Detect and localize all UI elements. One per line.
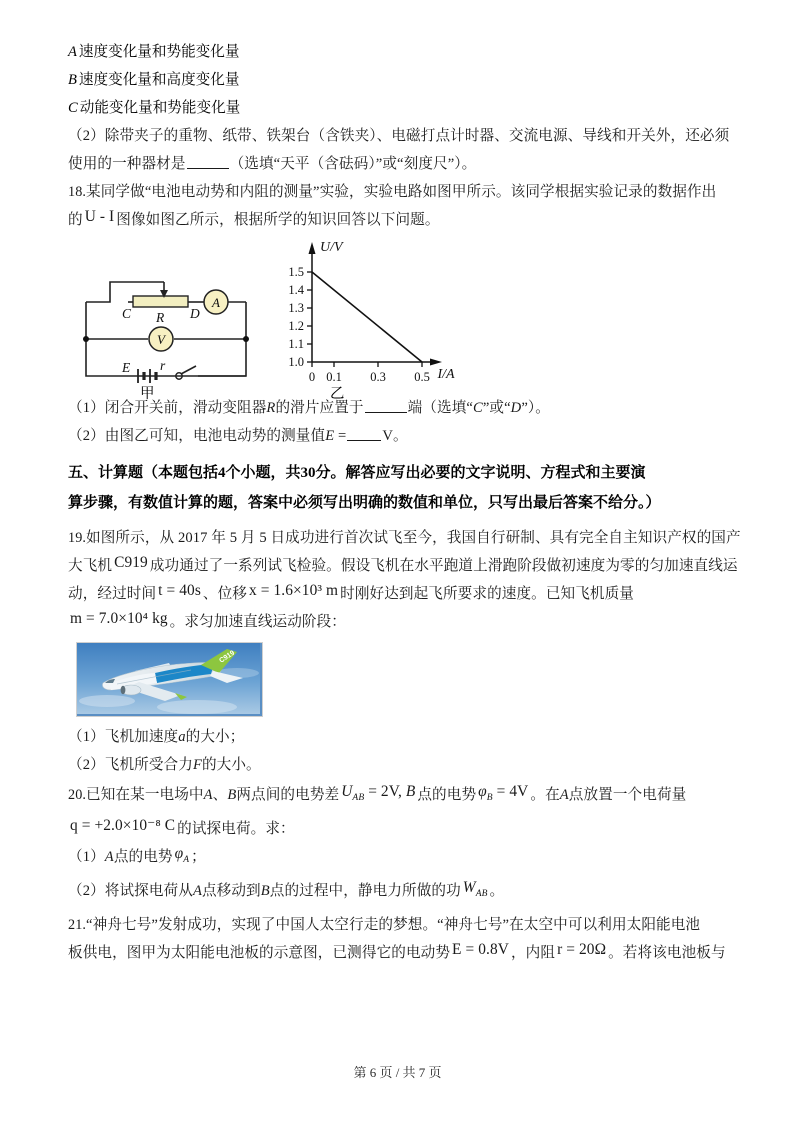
voltmeter-label: V bbox=[157, 332, 165, 347]
q19-sub2-a: （2）飞机所受合力 bbox=[68, 757, 193, 773]
option-row-c bbox=[68, 94, 718, 122]
q19-number: 19. bbox=[68, 530, 87, 546]
junction-dot-right bbox=[243, 336, 249, 342]
q21-emf-value: E = 0.8V bbox=[452, 941, 509, 959]
page-content bbox=[68, 38, 741, 967]
q19-line1 bbox=[68, 524, 741, 552]
option-text-c: 动能变化量和势能变化量 bbox=[79, 100, 241, 116]
q20-phiB-value: = 4V bbox=[496, 783, 529, 800]
q18-line2-text-b: 图像如图乙所示，根据所学的知识回答以下问题。 bbox=[116, 212, 440, 228]
q20-sub1 bbox=[68, 843, 718, 877]
q18-sub1-e: ”）。 bbox=[521, 400, 550, 416]
q20-sub2-B: B bbox=[260, 883, 270, 900]
figure-caption-jia: 甲 bbox=[140, 386, 155, 402]
airplane-c919-text: C919 bbox=[218, 649, 237, 665]
q20-sub1-b: 点的电势 bbox=[113, 849, 173, 866]
q20-line1-sep: 、 bbox=[212, 787, 228, 803]
q20-sub2-c: 点的过程中，静电力所做的功 bbox=[269, 883, 461, 900]
q20-line1-e: 点放置一个电荷量 bbox=[568, 787, 687, 803]
label-D: D bbox=[190, 306, 200, 321]
airplane-engine-intake bbox=[121, 686, 126, 694]
q20-line2 bbox=[68, 815, 718, 843]
option-label-a: A bbox=[68, 44, 77, 60]
ui-graph-svg bbox=[268, 234, 468, 384]
q19-line4 bbox=[68, 608, 718, 636]
answer-blank-q18-1[interactable] bbox=[365, 399, 407, 413]
q18-sub1-D: D bbox=[510, 400, 522, 416]
q19-sub1-symbol: a bbox=[178, 729, 186, 745]
option-text-b: 速度变化量和高度变化量 bbox=[78, 72, 240, 88]
option-label-b: B bbox=[68, 72, 77, 88]
q18-sub2-unit: V。 bbox=[382, 428, 408, 444]
svg-text:1.1: 1.1 bbox=[288, 337, 304, 351]
svg-text:1.2: 1.2 bbox=[288, 319, 304, 333]
q18-line1 bbox=[68, 178, 718, 206]
q20-sub1-phi: φ bbox=[174, 845, 184, 863]
option-label-c: C bbox=[68, 100, 78, 116]
q19-line1-text: 如图所示，从 2017 年 5 月 5 日成功进行首次试飞至今，我国自行研制、具有完全自主知识产权的国产 bbox=[86, 530, 741, 546]
q17-part2-line2-text-a: 使用的一种器材是 bbox=[68, 156, 186, 172]
q19-sub1-a: （1）飞机加速度 bbox=[68, 729, 179, 745]
q20-point-A: A bbox=[203, 787, 213, 803]
option-row-b bbox=[68, 66, 718, 94]
q21-line2-b: ，内阻 bbox=[510, 945, 556, 962]
q21-number: 21. bbox=[68, 917, 87, 934]
q20-sub1-A: A bbox=[104, 849, 114, 866]
y-axis-title: U/V bbox=[320, 240, 343, 255]
q18-sub2-eq: = bbox=[337, 428, 347, 444]
q19-line3-b: 、位移 bbox=[202, 586, 247, 602]
ammeter-label: A bbox=[212, 295, 220, 310]
ui-graph bbox=[268, 234, 468, 384]
q19-mass-value: m = 7.0×10⁴ kg bbox=[70, 610, 168, 627]
q20-sub1-c: ； bbox=[191, 849, 206, 866]
svg-text:0.5: 0.5 bbox=[414, 370, 430, 384]
figure-caption-yi: 乙 bbox=[330, 386, 345, 402]
q20-sub2 bbox=[68, 877, 718, 911]
option-row-a bbox=[68, 38, 718, 66]
ui-data-line bbox=[312, 272, 422, 362]
q19-sub2-b: 的大小。 bbox=[201, 757, 261, 773]
q19-sub2-symbol: F bbox=[192, 757, 202, 773]
circuit-svg bbox=[76, 236, 266, 386]
svg-text:0.3: 0.3 bbox=[370, 370, 386, 384]
svg-text:1.3: 1.3 bbox=[288, 301, 304, 315]
q18-line1-text: 某同学做“电池电动势和内阻的测量”实验，实验电路如图甲所示。该同学根据实验记录的数据作出 bbox=[86, 184, 717, 200]
q19-line3-a: 动，经过时间 bbox=[68, 586, 157, 602]
airplane-illustration bbox=[77, 643, 260, 714]
q18-sub1-b: 的滑片应置于 bbox=[275, 400, 364, 416]
junction-dot-left bbox=[83, 336, 89, 342]
option-text-a: 速度变化量和势能变化量 bbox=[78, 44, 240, 60]
svg-text:1.0: 1.0 bbox=[288, 355, 304, 369]
q18-sub2-a: （2）由图乙可知，电池电动势的测量值 bbox=[68, 428, 326, 444]
x-axis-title: I/A bbox=[437, 367, 455, 382]
q18-sub1 bbox=[68, 394, 718, 422]
q20-UAB-subscript: AB bbox=[352, 793, 365, 804]
q19-line2 bbox=[68, 552, 738, 580]
q21-internal-resistance-value: r = 20Ω bbox=[557, 941, 607, 959]
q20-phiB-subscript: B bbox=[486, 793, 493, 804]
q20-line1-b: 两点间的电势差 bbox=[236, 787, 340, 803]
q18-number: 18. bbox=[68, 184, 87, 200]
circuit-diagram bbox=[76, 236, 266, 386]
label-C: C bbox=[122, 306, 132, 321]
svg-text:0: 0 bbox=[308, 370, 316, 384]
switch-lever bbox=[181, 366, 196, 374]
figures-row bbox=[68, 234, 718, 402]
svg-text:1.5: 1.5 bbox=[288, 265, 304, 279]
q20-sub2-W: W bbox=[462, 879, 476, 897]
answer-blank-q18-2[interactable] bbox=[347, 427, 381, 441]
q18-sub1-a: （1）闭合开关前，滑动变阻器 bbox=[68, 400, 267, 416]
q18-sub2 bbox=[68, 422, 718, 450]
q18-sub2-E: E bbox=[325, 428, 335, 444]
q21-line1 bbox=[68, 911, 718, 939]
q20-UAB-value: = 2V, bbox=[368, 783, 402, 800]
q20-point-B2: B bbox=[405, 783, 416, 800]
q21-line2-a: 板供电，图甲为太阳能电池板的示意图，已测得它的电动势 bbox=[68, 945, 451, 962]
q20-line2-b: 的试探电荷。求： bbox=[177, 821, 295, 838]
q18-line2 bbox=[68, 206, 718, 234]
q20-charge-value: q = +2.0×10⁻⁸ C bbox=[70, 817, 176, 835]
q20-phiB-symbol: φ bbox=[478, 783, 487, 800]
q21-line1-text: “神舟七号”发射成功，实现了中国人太空行走的梦想。“神舟七号”在太空中可以利用太阳能电池 bbox=[86, 917, 701, 934]
page-footer: 第 6 页 / 共 7 页 bbox=[353, 1065, 442, 1080]
label-r: r bbox=[160, 358, 166, 373]
q20-sub2-W-subscript: AB bbox=[475, 889, 488, 900]
q20-sub2-A: A bbox=[192, 883, 202, 900]
q19-line4-b: 。求匀加速直线运动阶段： bbox=[169, 614, 346, 630]
q19-sub2 bbox=[68, 751, 718, 779]
q20-point-B: B bbox=[227, 787, 237, 803]
x-axis-labels bbox=[309, 370, 430, 384]
label-R: R bbox=[156, 310, 165, 325]
answer-blank-q17[interactable] bbox=[187, 155, 229, 169]
q18-sub1-c: 端（选填“ bbox=[407, 400, 473, 416]
q20-point-A2: A bbox=[559, 787, 569, 803]
q19-line2-a: 大飞机 bbox=[68, 558, 113, 574]
q20-sub1-a: （1） bbox=[68, 849, 105, 866]
svg-text:0.1: 0.1 bbox=[326, 370, 342, 384]
q17-part2-line1: （2）除带夹子的重物、纸带、铁架台（含铁夹）、电磁打点计时器、交流电源、导线和开关外，还必须 bbox=[68, 128, 730, 144]
q20-number: 20. bbox=[68, 787, 87, 803]
q18-sub1-C: C bbox=[472, 400, 483, 416]
y-axis-arrow bbox=[309, 242, 316, 254]
q21-line2-c: 。若将该电池板与 bbox=[608, 945, 726, 962]
q19-line3 bbox=[68, 580, 718, 608]
svg-text:1.4: 1.4 bbox=[288, 283, 304, 297]
q17-part2-line2-text-b: （选填“天平（含砝码）”或“刻度尺”）。 bbox=[229, 156, 477, 172]
q19-displacement-value: x = 1.6×10³ m bbox=[249, 582, 339, 599]
q20-sub2-a: （2）将试探电荷从 bbox=[68, 883, 193, 900]
q19-sub1 bbox=[68, 723, 718, 751]
q20-sub2-b: 点移动到 bbox=[201, 883, 261, 900]
q20-sub2-d: 。 bbox=[489, 883, 505, 900]
q20-line1-a: 已知在某一电场中 bbox=[86, 787, 204, 803]
x-axis-arrow bbox=[430, 359, 442, 366]
section5-line1: 五、计算题（本题包括4个小题，共30分。解答应写出必要的文字说明、方程式和主要演 bbox=[68, 465, 646, 481]
q20-line1-c: 点的电势 bbox=[417, 787, 477, 803]
q17-part2-line2 bbox=[68, 150, 718, 178]
q18-ui-symbol: U - I bbox=[84, 208, 115, 225]
q20-line1-d: 。在 bbox=[530, 787, 560, 803]
section5-line2: 算步骤，有数值计算的题，答案中必须写出明确的数值和单位，只写出最后答案不给分。） bbox=[68, 495, 661, 511]
q18-sub1-R: R bbox=[266, 400, 276, 416]
q19-sub1-b: 的大小； bbox=[185, 729, 245, 745]
q19-c919-symbol: C919 bbox=[114, 554, 148, 571]
cloud-2 bbox=[157, 700, 237, 714]
cloud-1 bbox=[79, 695, 135, 707]
y-axis-labels bbox=[288, 265, 304, 369]
q19-line2-b: 成功通过了一系列试飞检验。假设飞机在水平跑道上滑跑阶段做初速度为零的匀加速直线运 bbox=[149, 558, 738, 574]
q21-line2 bbox=[68, 939, 726, 967]
q19-time-value: t = 40s bbox=[158, 582, 201, 599]
q18-sub1-d: ”或“ bbox=[482, 400, 511, 416]
label-E: E bbox=[122, 360, 131, 375]
q20-sub1-phi-subscript: A bbox=[183, 855, 190, 866]
q20-UAB-symbol: U bbox=[341, 783, 353, 800]
q18-line2-text-a: 的 bbox=[68, 212, 83, 228]
c919-airplane-photo bbox=[76, 642, 263, 717]
q20-line1 bbox=[68, 781, 718, 815]
rheostat-body bbox=[133, 296, 188, 307]
q19-line3-c: 时刚好达到起飞所要求的速度。已知飞机质量 bbox=[340, 586, 635, 602]
